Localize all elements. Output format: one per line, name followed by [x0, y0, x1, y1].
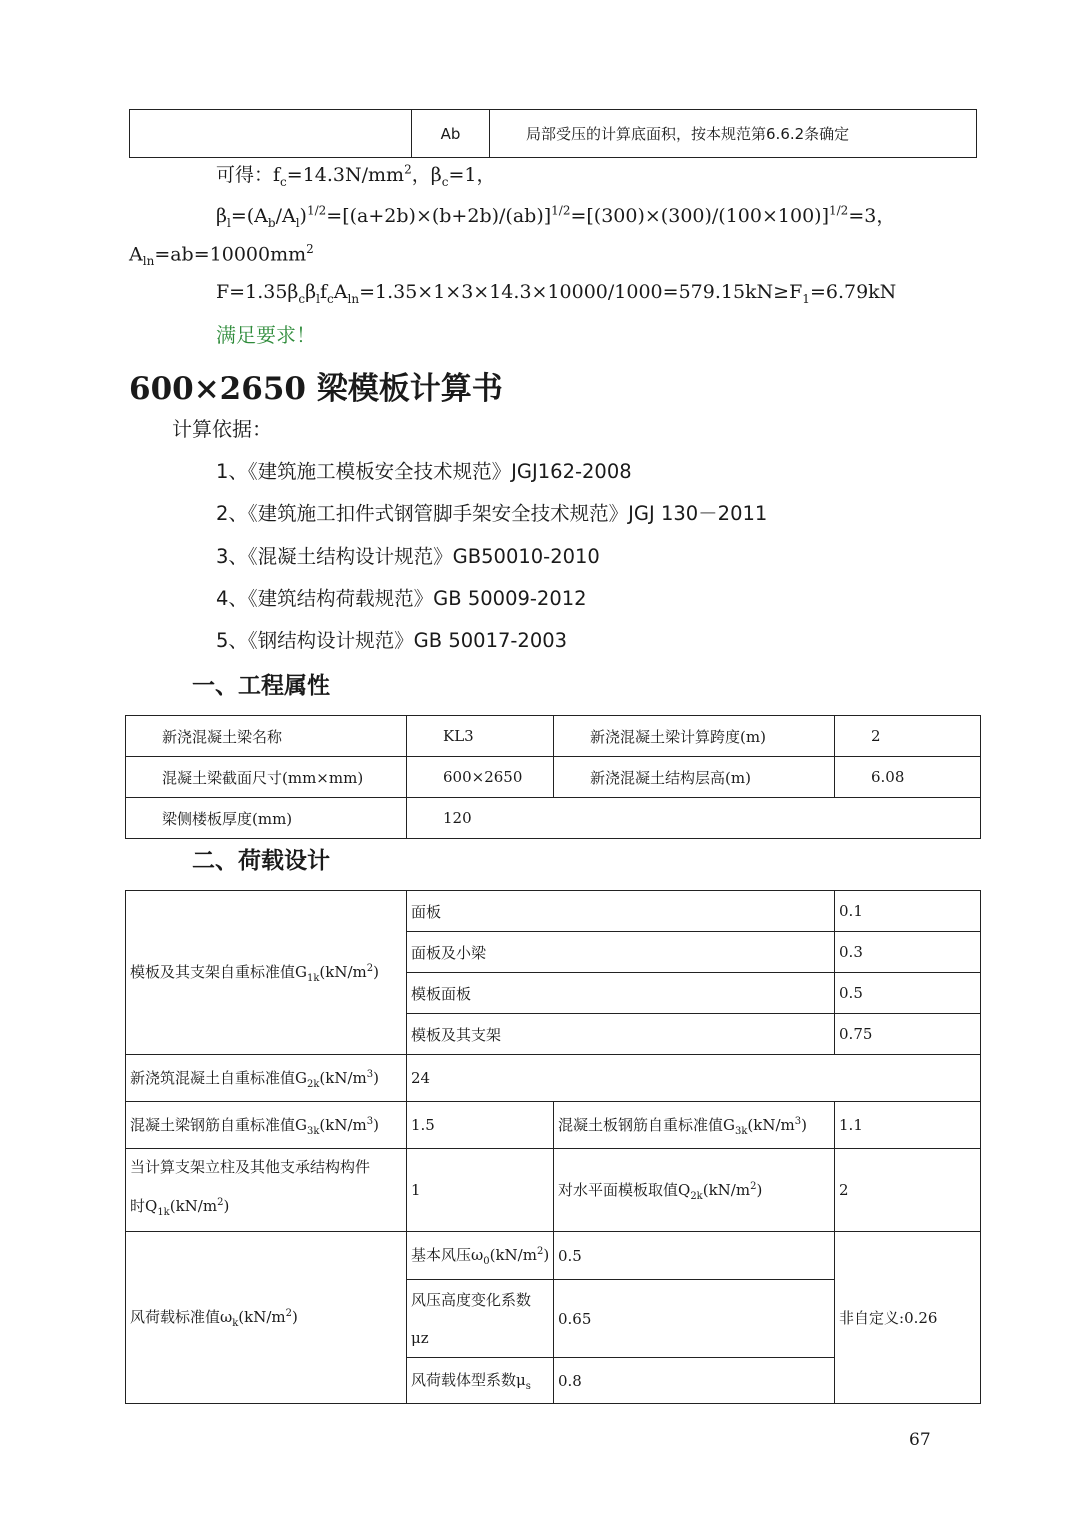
- subscript: b: [267, 215, 276, 230]
- subscript: 1: [802, 291, 810, 306]
- top-table: [129, 109, 977, 158]
- label-text: (kN/m: [702, 1180, 751, 1199]
- uz-label-cell: [407, 1280, 554, 1358]
- basis-heading: 计算依据：: [172, 417, 272, 441]
- subscript: c: [298, 291, 306, 306]
- formula-text: =1，: [448, 164, 496, 186]
- superscript: 3: [366, 1068, 374, 1080]
- reference-item: 5、《钢结构设计规范》GB 50017-2003: [216, 629, 568, 652]
- superscript: 2: [366, 963, 374, 974]
- label-text: ): [292, 1308, 298, 1326]
- table-cell: 6.08: [835, 757, 981, 798]
- formula-text: =1.35×1×3×14.3×10000/1000=579.15kN≥F: [359, 281, 803, 303]
- table-cell: [130, 110, 412, 158]
- subscript: c: [327, 291, 334, 306]
- wind-result-cell: 非自定义:0.26: [835, 1232, 981, 1404]
- project-properties-table: [125, 715, 981, 839]
- label-text: (kN/m: [319, 1068, 367, 1087]
- table-cell: 新浇混凝土结构层高(m): [554, 757, 835, 798]
- subscript: 3k: [306, 1125, 320, 1137]
- formula-text: =ab=10000mm: [154, 243, 307, 266]
- document-title: 600×2650 梁模板计算书: [129, 371, 503, 407]
- load-design-table: [125, 890, 981, 1404]
- formula-text: A: [333, 281, 348, 303]
- label-text: 新浇筑混凝土自重标准值G: [130, 1068, 307, 1087]
- formula-text: β: [216, 205, 227, 227]
- formula-text: =[(300)×(300)/(100×100)]: [570, 205, 829, 227]
- table-cell: 面板及小梁: [407, 932, 835, 973]
- g2k-label-cell: [126, 1055, 407, 1102]
- table-cell: 梁侧楼板厚度(mm): [126, 798, 407, 839]
- label-text: 对水平面模板取值Q: [558, 1180, 691, 1199]
- label-line: [130, 1185, 406, 1231]
- superscript: 2: [536, 1246, 544, 1257]
- label-text: 混凝土板钢筋自重标准值G: [558, 1115, 735, 1134]
- label-text: ): [373, 963, 379, 981]
- superscript: 1/2: [306, 203, 327, 218]
- table-cell: 0.3: [835, 932, 981, 973]
- subscript: 2k: [306, 1078, 320, 1090]
- table-row: [126, 891, 981, 932]
- wind-label-cell: [126, 1232, 407, 1404]
- w0-label-cell: [407, 1232, 554, 1280]
- table-cell: 混凝土梁截面尺寸(mm×mm): [126, 757, 407, 798]
- superscript: 3: [366, 1115, 374, 1127]
- table-cell: 0.1: [835, 891, 981, 932]
- label-text: (kN/m: [238, 1308, 286, 1326]
- superscript: 2: [404, 162, 412, 177]
- table-cell: 0.5: [835, 973, 981, 1014]
- table-cell: 2: [835, 716, 981, 757]
- label-text: 风压高度变化系数: [411, 1290, 532, 1309]
- label-text: (kN/m: [747, 1115, 795, 1134]
- formula-text: f: [319, 281, 328, 303]
- label-text: 风荷载标准值ω: [130, 1308, 233, 1326]
- label-text: ): [543, 1246, 550, 1264]
- formula-text: 可得：f: [216, 164, 281, 186]
- formula-text: /A: [275, 205, 296, 227]
- subscript: c: [280, 174, 287, 189]
- subscript: l: [295, 215, 300, 230]
- table-cell: Ab: [412, 110, 490, 158]
- formula-line-4: [216, 281, 896, 306]
- label-text: ): [223, 1197, 230, 1215]
- formula-text: F=1.35β: [216, 281, 299, 303]
- formula-text: ): [299, 205, 307, 227]
- table-cell: 600×2650: [407, 757, 554, 798]
- table-cell: 1: [407, 1149, 554, 1232]
- superscript: 2: [306, 242, 314, 256]
- reference-item: 4、《建筑结构荷载规范》GB 50009-2012: [216, 587, 587, 610]
- table-cell: 局部受压的计算底面积，按本规范第6.6.2条确定: [490, 110, 977, 158]
- table-cell: 新浇混凝土梁计算跨度(m): [554, 716, 835, 757]
- reference-item: 2、《建筑施工扣件式钢管脚手架安全技术规范》JGJ 130－2011: [216, 502, 768, 525]
- formula-text: ，β: [411, 164, 442, 186]
- table-row: [126, 1149, 981, 1232]
- superscript: 3: [794, 1115, 802, 1127]
- subscript: 2k: [690, 1190, 703, 1202]
- table-cell: 1.1: [835, 1102, 981, 1149]
- label-text: (kN/m: [169, 1197, 218, 1215]
- label-text: 基本风压ω: [411, 1246, 484, 1264]
- section-heading-load: 二、荷载设计: [192, 848, 330, 874]
- label-text: (kN/m: [489, 1246, 537, 1264]
- subscript: 1k: [306, 973, 320, 984]
- q2k-label-cell: [554, 1149, 835, 1232]
- subscript: k: [232, 1318, 239, 1329]
- label-text: 模板及其支架自重标准值G: [130, 963, 307, 981]
- formula-text: =14.3N/mm: [286, 164, 405, 186]
- subscript: l: [226, 215, 231, 230]
- label-text: ): [373, 1068, 379, 1087]
- label-text: 风荷载体型系数μ: [411, 1371, 526, 1389]
- superscript: 1/2: [829, 203, 849, 218]
- page-number: 67: [909, 1430, 931, 1450]
- table-cell: 2: [835, 1149, 981, 1232]
- table-cell: 模板及其支架: [407, 1014, 835, 1055]
- superscript: 2: [217, 1197, 224, 1208]
- table-row: [126, 716, 981, 757]
- table-cell: 120: [407, 798, 981, 839]
- formula-line-2: [216, 201, 895, 230]
- subscript: 3k: [734, 1125, 748, 1137]
- g3k-slab-label-cell: [554, 1102, 835, 1149]
- section-heading-project: 一、工程属性: [192, 673, 330, 699]
- formula-line-3: [129, 242, 314, 268]
- subscript: s: [525, 1381, 531, 1392]
- table-cell: 0.75: [835, 1014, 981, 1055]
- g3k-beam-label-cell: [126, 1102, 407, 1149]
- check-result: 满足要求！: [216, 323, 316, 347]
- label-text: 混凝土梁钢筋自重标准值G: [130, 1115, 307, 1134]
- table-cell: 1.5: [407, 1102, 554, 1149]
- reference-item: 1、《建筑施工模板安全技术规范》JGJ162-2008: [216, 460, 632, 483]
- table-cell: 24: [407, 1055, 981, 1102]
- table-row: [126, 798, 981, 839]
- subscript: ln: [142, 254, 155, 269]
- formula-text: =[(a+2b)×(b+2b)/(ab)]: [326, 205, 552, 227]
- formula-text: =6.79kN: [809, 281, 897, 303]
- table-row: [126, 757, 981, 798]
- table-row: [130, 110, 977, 158]
- table-cell: 面板: [407, 891, 835, 932]
- q1k-label-cell: [126, 1149, 407, 1232]
- reference-item: 3、《混凝土结构设计规范》GB50010-2010: [216, 545, 600, 568]
- superscript: 1/2: [551, 203, 571, 218]
- subscript: l: [316, 291, 320, 306]
- label-text: (kN/m: [319, 963, 367, 981]
- table-cell: 0.8: [554, 1358, 835, 1404]
- subscript: 0: [483, 1256, 490, 1267]
- superscript: 2: [285, 1308, 293, 1319]
- label-text: ): [756, 1180, 763, 1199]
- table-cell: 0.65: [554, 1280, 835, 1358]
- subscript: c: [441, 174, 449, 189]
- label-text: 时Q: [130, 1197, 158, 1215]
- label-text: (kN/m: [319, 1115, 367, 1134]
- g1k-label-cell: [126, 891, 407, 1055]
- table-row: [126, 1055, 981, 1102]
- superscript: 2: [750, 1180, 757, 1192]
- table-cell: KL3: [407, 716, 554, 757]
- subscript: 1k: [157, 1207, 170, 1218]
- table-row: [126, 1102, 981, 1149]
- formula-text: β: [305, 281, 317, 303]
- table-cell: 新浇混凝土梁名称: [126, 716, 407, 757]
- formula-text: A: [129, 243, 143, 266]
- label-text: ): [801, 1115, 807, 1134]
- label-text: ): [373, 1115, 379, 1134]
- us-label-cell: [407, 1358, 554, 1404]
- table-cell: 0.5: [554, 1232, 835, 1280]
- label-text: μz: [411, 1328, 429, 1347]
- formula-line-1: [216, 160, 495, 189]
- label-text: 当计算支架立柱及其他支承结构构件: [130, 1158, 371, 1176]
- table-row: [126, 1232, 981, 1280]
- formula-text: =(A: [230, 205, 268, 227]
- subscript: ln: [347, 291, 360, 306]
- table-cell: 模板面板: [407, 973, 835, 1014]
- formula-text: =3，: [848, 205, 896, 227]
